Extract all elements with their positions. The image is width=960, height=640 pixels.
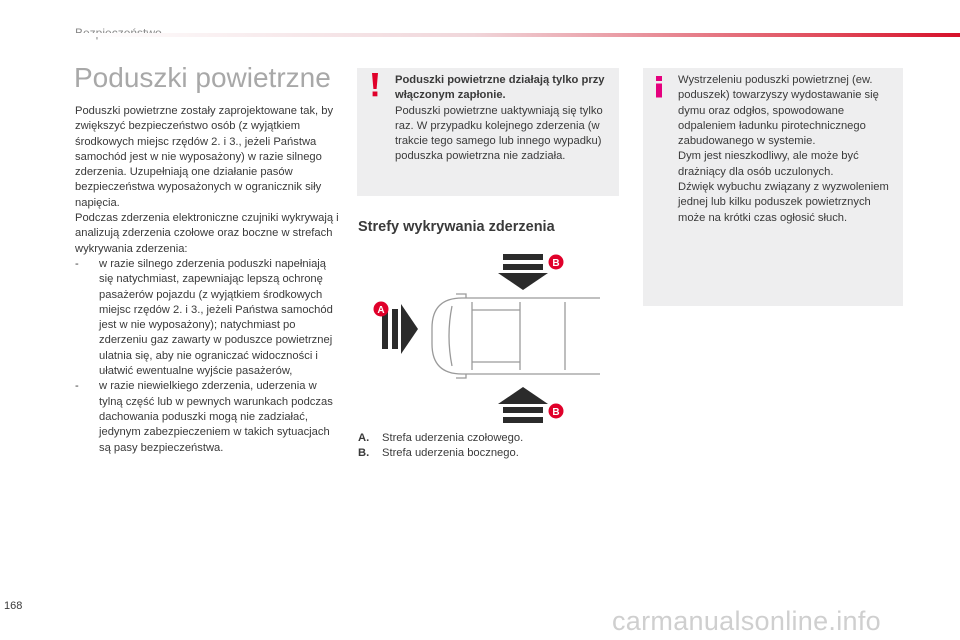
van-outline-icon (432, 294, 600, 378)
page-number: 168 (4, 600, 23, 612)
crash-zones-diagram (370, 250, 600, 425)
zones-legend (358, 431, 523, 462)
intro-paragraph: Podczas zderzenia elektroniczne czujniki wykrywają i analizują zderzenia czołowe oraz boczne w strefach wykrywania zderzenia: (75, 212, 339, 255)
header-rule (75, 33, 960, 37)
legend-item (358, 446, 523, 461)
bullet-text: w razie niewielkiego zderzenia, uderzenia w tylną część lub w pewnych warunkach podczas dachowania poduszki mogą nie zadziałać, jedynym zabezpieczeniem w takich sytuacjach są pasy bezpieczeństwa. (99, 380, 333, 454)
marker-b-bottom (549, 404, 564, 419)
bullet-text: w razie silnego zderzenia poduszki napełniają się natychmiast, zapewniając lepszą ochronę pasażerów pojazdu (z wyjątkiem środkowych miejsc rzędów 2. i 3., jeżeli Państwa samochód jest w nie wyposażony); natychmiast po zderzeniu gaz zawarty w poduszce powietrznej ulatnia się, aby nie ograniczać widoczności i ułatwić ewentualne wyjście pasażerów, (99, 257, 333, 378)
marker-b-top (549, 255, 564, 270)
bullet-dash: - (75, 380, 79, 393)
info-icon (652, 76, 666, 98)
info-paragraph: Wystrzeleniu poduszki powietrznej (ew. poduszek) towarzyszy wydostawanie się dymu oraz odgłos, spowodowane odpaleniem ładunku pirotechnicznego zabudowanego w systemie. (678, 74, 879, 148)
legend-item (358, 431, 523, 446)
side-impact-arrow-top (498, 254, 548, 290)
info-paragraph: Dźwięk wybuchu związany z wyzwoleniem jednej lub kilku poduszek powietrznych może na krótki czas ogłosić słuch. (678, 181, 889, 224)
exclamation-icon (368, 72, 382, 98)
warning-text (395, 73, 610, 165)
info-paragraph: Dym jest nieszkodliwy, ale może być drażniący dla osób uczulonych. (678, 150, 859, 178)
warning-paragraph: Poduszki powietrzne uaktywniają się tylko raz. W przypadku kolejnego zderzenia (w trakcie tego samego lub innego wypadku) poduszka powietrzna nie zadziała. (395, 104, 603, 163)
zones-heading: Strefy wykrywania zderzenia (358, 219, 555, 235)
legend-text: Strefa uderzenia bocznego. (382, 447, 519, 460)
marker-a-label: A (377, 304, 385, 316)
side-impact-arrow-bottom (498, 387, 548, 423)
legend-key: B. (358, 447, 370, 460)
marker-b-label: B (552, 406, 560, 418)
watermark: carmanualsonline.info (612, 606, 881, 636)
page-title: Poduszki powietrzne (74, 62, 331, 93)
bullet-dash: - (75, 257, 79, 270)
list-item (75, 257, 340, 379)
marker-b-label: B (552, 257, 560, 269)
info-text (678, 73, 898, 226)
marker-a (374, 302, 389, 317)
list-item (75, 379, 340, 455)
legend-text: Strefa uderzenia czołowego. (382, 432, 524, 444)
body-text (75, 104, 340, 456)
intro-paragraph: Poduszki powietrzne zostały zaprojektowane tak, by zwiększyć bezpieczeństwo osób (z wyjątkiem środkowych miejsc rzędów 2. i 3., jeżeli Państwa samochód jest w nie wyposażony) w razie silnego zderzenia. Uzupełniają one działanie pasów bezpieczeństwa wyposażonych w ogranicznik siły napięcia. (75, 105, 334, 209)
legend-key: A. (358, 432, 370, 444)
warning-bold: Poduszki powietrzne działają tylko przy włączonym zapłonie. (395, 74, 605, 102)
